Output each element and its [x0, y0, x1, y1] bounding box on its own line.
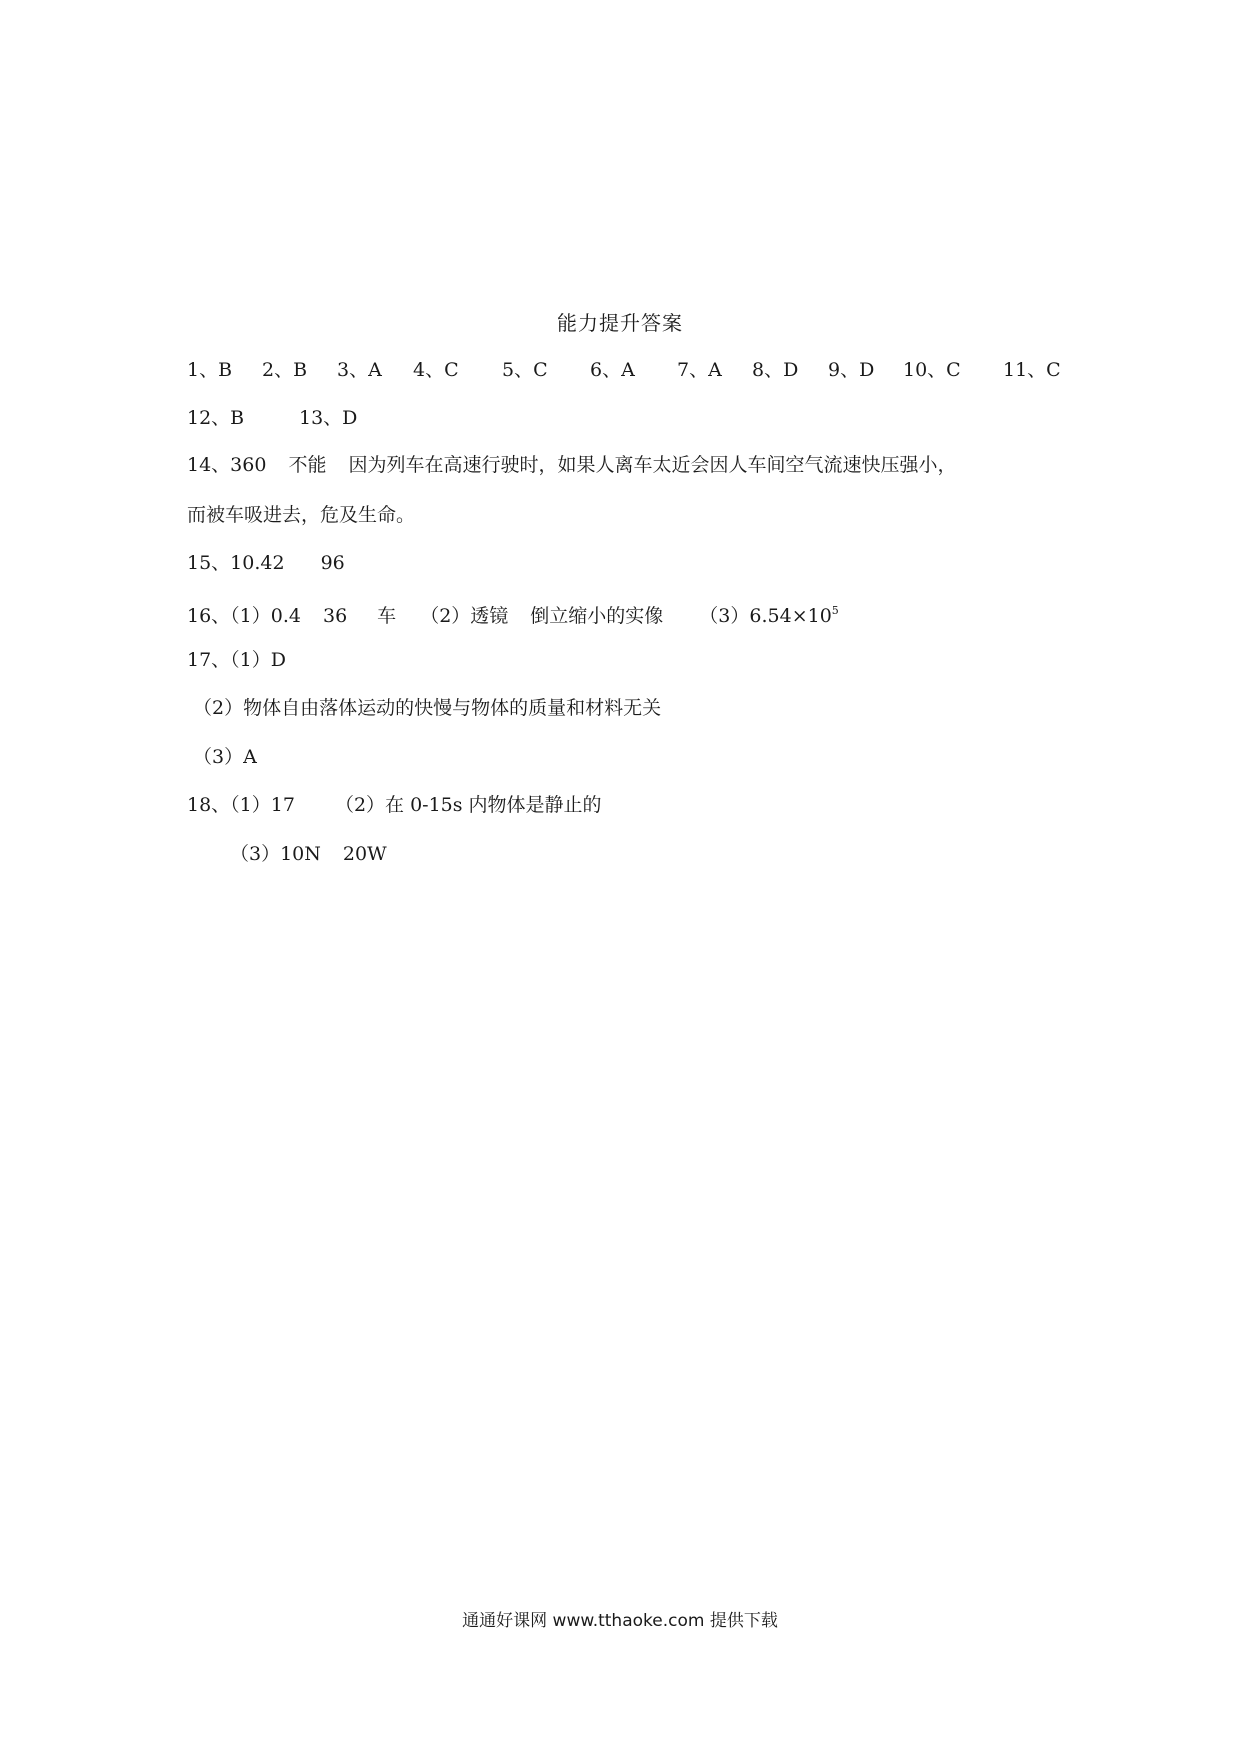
mc-answers-row-1	[187, 358, 1067, 382]
answer-15	[187, 551, 345, 575]
answer-18-line-1	[187, 793, 602, 817]
answer-14-answer: 不能	[288, 454, 327, 476]
answer-14-line-2: 而被车吸进去，危及生命。	[187, 504, 416, 526]
mc-answer: 9、D	[828, 359, 875, 381]
mc-answer: 2、B	[262, 359, 308, 381]
mc-answer: 1、B	[187, 359, 233, 381]
answer-15-value: 96	[320, 552, 345, 574]
answer-16-car: 车	[377, 605, 397, 627]
mc-answer: 4、C	[413, 359, 459, 381]
answer-18-part-3-force: （3）10N	[230, 843, 321, 865]
answer-15-number: 15、10.42	[187, 552, 285, 574]
mc-answer: 6、A	[590, 359, 635, 381]
answer-17-part-1: 17、（1）D	[187, 649, 286, 671]
mc-answer: 11、C	[1003, 359, 1061, 381]
answer-16-part-2: （2）透镜	[420, 605, 509, 627]
answer-18-part-2: （2）在 0-15s 内物体是静止的	[334, 794, 602, 816]
mc-answers-row-2	[187, 406, 487, 430]
page-title: 能力提升答案	[557, 311, 683, 335]
answer-16	[187, 599, 839, 628]
mc-answer: 13、D	[299, 407, 358, 429]
answer-16-image-type: 倒立缩小的实像	[530, 605, 664, 627]
mc-answer: 7、A	[677, 359, 722, 381]
footer-source: 通通好课网 www.tthaoke.com 提供下载	[462, 1611, 778, 1631]
answer-14-number: 14、360	[187, 454, 267, 476]
answer-18-line-2	[230, 842, 387, 866]
mc-answer: 5、C	[502, 359, 548, 381]
mc-answer: 10、C	[903, 359, 961, 381]
answer-17-part-3: （3）A	[193, 746, 257, 768]
answer-14-reason: 因为列车在高速行驶时，如果人离车太近会因人车间空气流速快压强小，	[348, 454, 957, 476]
answer-16-value-36: 36	[322, 605, 348, 627]
mc-answer: 3、A	[337, 359, 382, 381]
answer-16-part-3: （3）6.54×10	[699, 605, 832, 627]
mc-answer: 12、B	[187, 407, 245, 429]
answer-18-part-3-power: 20W	[342, 843, 387, 865]
answer-14-line-1	[187, 453, 956, 477]
answer-17-part-2: （2）物体自由落体运动的快慢与物体的质量和材料无关	[193, 697, 662, 719]
answer-16-exponent: 5	[831, 604, 839, 617]
answer-18-part-1: 18、（1）17	[187, 794, 295, 816]
answer-16-part-1: 16、（1）0.4	[187, 605, 301, 627]
mc-answer: 8、D	[752, 359, 799, 381]
